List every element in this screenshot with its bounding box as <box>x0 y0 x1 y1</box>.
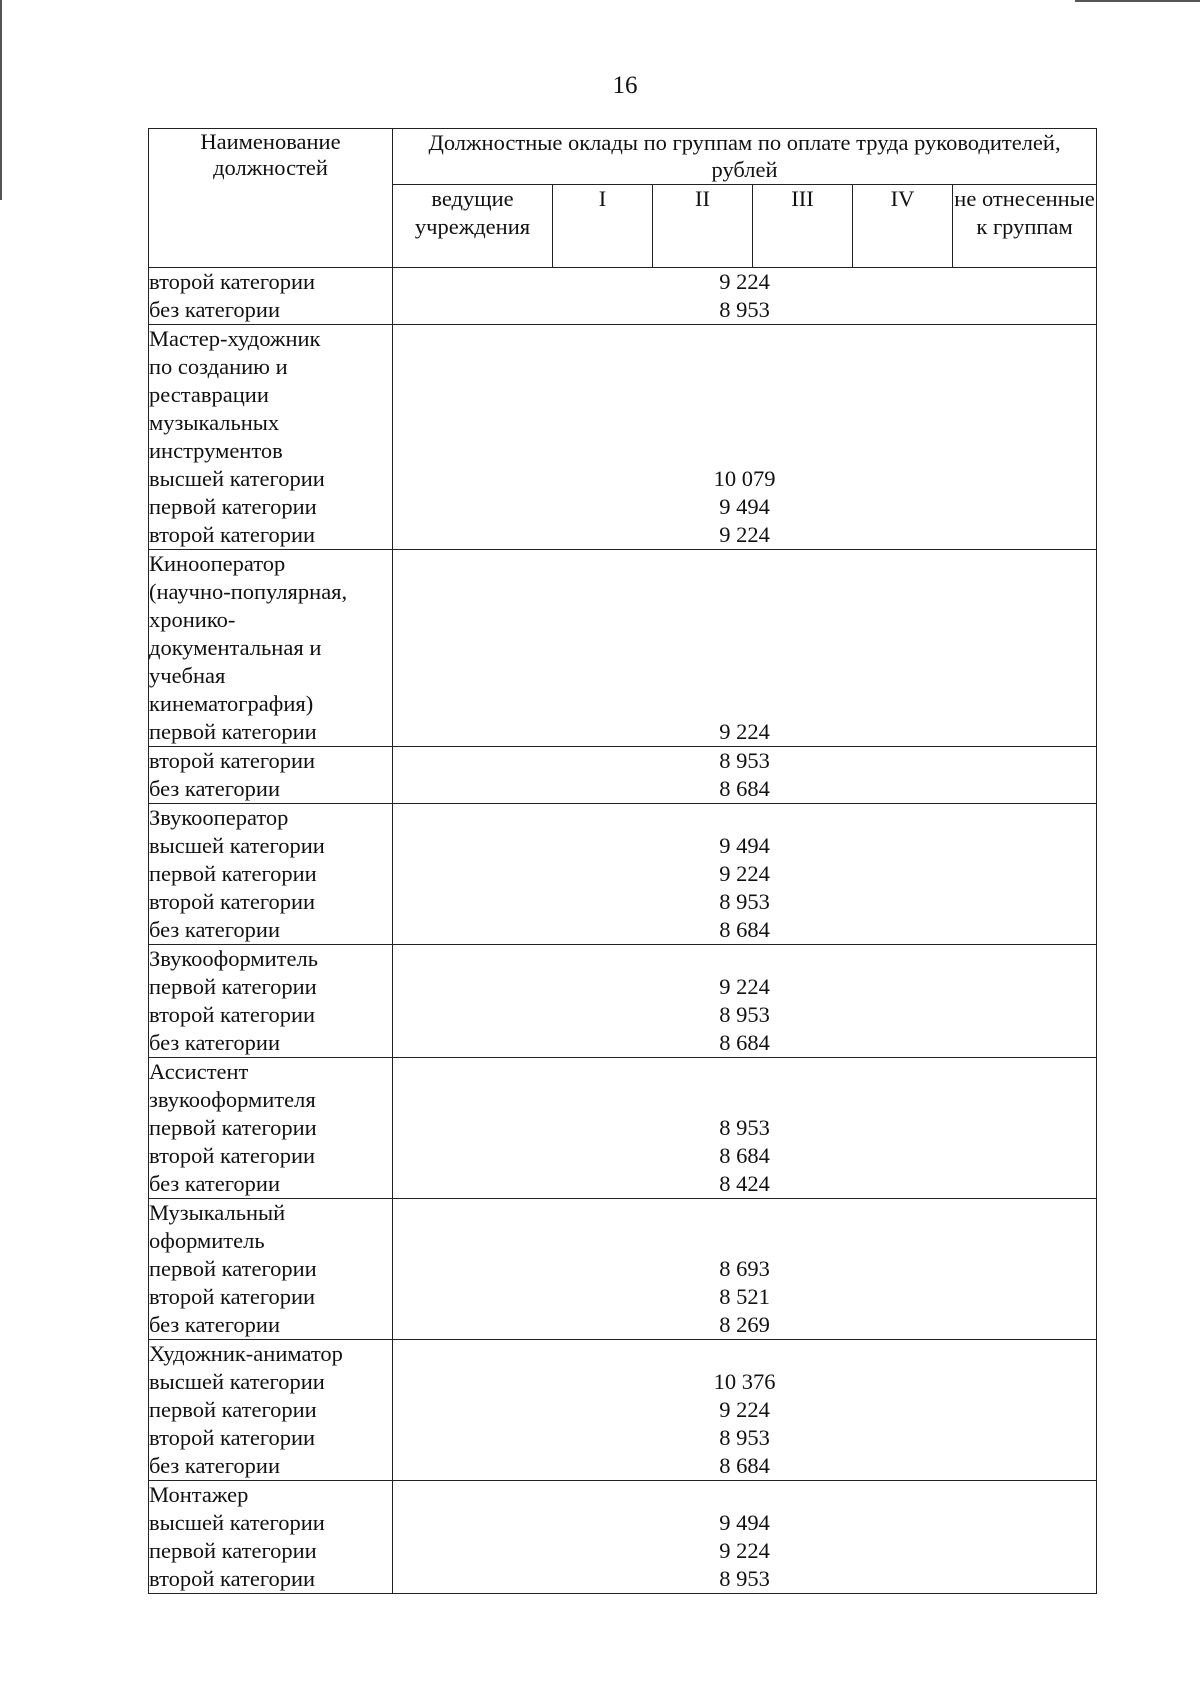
table-row <box>149 1058 1097 1199</box>
salary-value: 8 684 <box>719 917 770 942</box>
table-row <box>149 268 1097 325</box>
position-name-cell <box>149 1199 393 1340</box>
salary-value <box>393 634 1096 662</box>
position-name: первой категории <box>149 719 317 744</box>
position-name: Ассистент <box>149 1059 249 1084</box>
salary-value: 9 494 <box>719 1510 770 1535</box>
position-name: первой категории <box>149 861 317 886</box>
position-name: Звукооформитель <box>149 946 318 971</box>
position-name: первой категории <box>149 974 317 999</box>
salary-value <box>393 690 1096 718</box>
salary-value-cell <box>393 268 1097 325</box>
salary-value <box>393 437 1096 465</box>
position-name: документальная и <box>149 635 322 660</box>
column-header-group-title: Должностные оклады по группам по оплате труда руководителей, рублей <box>393 129 1097 185</box>
position-name: второй категории <box>149 269 316 294</box>
salary-value <box>393 1340 1096 1368</box>
position-name: инструментов <box>149 438 283 463</box>
salary-value <box>393 804 1096 832</box>
salary-value <box>393 1481 1096 1509</box>
salary-value <box>393 1058 1096 1086</box>
position-name: первой категории <box>149 494 317 519</box>
position-name-cell <box>149 804 393 945</box>
salary-value: 10 376 <box>713 1369 776 1394</box>
salary-value: 8 684 <box>719 776 770 801</box>
position-name: высшей категории <box>149 833 325 858</box>
position-name: первой категории <box>149 1256 317 1281</box>
salary-value: 8 269 <box>719 1312 770 1337</box>
position-name-cell <box>149 1058 393 1199</box>
salary-value: 9 224 <box>719 1397 770 1422</box>
column-header-group-2: II <box>653 185 753 268</box>
position-name: (научно-популярная, <box>149 579 348 604</box>
salary-value: 9 224 <box>719 1538 770 1563</box>
salary-value <box>393 409 1096 437</box>
position-name: Мастер-художник <box>149 326 321 351</box>
position-name: без категории <box>149 776 280 801</box>
table-row <box>149 1340 1097 1481</box>
salary-value: 8 684 <box>719 1453 770 1478</box>
table-row <box>149 747 1097 804</box>
column-header-group-4: IV <box>853 185 953 268</box>
table-header <box>149 129 1097 268</box>
salary-value-cell <box>393 945 1097 1058</box>
column-header-leading: ведущие учреждения <box>393 185 553 268</box>
column-header-group-1: I <box>553 185 653 268</box>
salary-value: 9 224 <box>719 861 770 886</box>
position-name: высшей категории <box>149 466 325 491</box>
table-body <box>149 268 1097 1594</box>
salary-value: 8 953 <box>719 297 770 322</box>
position-name: без категории <box>149 1312 280 1337</box>
salary-value-cell <box>393 1340 1097 1481</box>
table-row <box>149 325 1097 550</box>
salary-value <box>393 1199 1096 1227</box>
position-name: без категории <box>149 1453 280 1478</box>
position-name-cell <box>149 945 393 1058</box>
position-name: кинематография) <box>149 691 314 716</box>
position-name-cell <box>149 1340 393 1481</box>
salary-value <box>393 353 1096 381</box>
position-name-cell <box>149 268 393 325</box>
salary-value: 8 693 <box>719 1256 770 1281</box>
salary-value: 8 424 <box>719 1171 770 1196</box>
position-name: звукооформителя <box>149 1087 316 1112</box>
salary-value-cell <box>393 1058 1097 1199</box>
salary-value: 8 684 <box>719 1030 770 1055</box>
position-name: второй категории <box>149 748 316 773</box>
scan-edge-mark <box>0 0 2 200</box>
position-name: Художник-аниматор <box>149 1341 343 1366</box>
position-name: Монтажер <box>149 1482 249 1507</box>
salary-value: 8 521 <box>719 1284 770 1309</box>
salary-value <box>393 381 1096 409</box>
salary-value-cell <box>393 1481 1097 1594</box>
salary-value: 9 494 <box>719 494 770 519</box>
salary-value-cell <box>393 550 1097 747</box>
position-name: первой категории <box>149 1115 317 1140</box>
position-name: первой категории <box>149 1538 317 1563</box>
salary-value <box>393 1086 1096 1114</box>
position-name: учебная <box>149 663 226 688</box>
position-name: хронико- <box>149 607 236 632</box>
salary-value-cell <box>393 804 1097 945</box>
position-name-cell <box>149 325 393 550</box>
position-name: без категории <box>149 1030 280 1055</box>
salary-value: 9 224 <box>719 269 770 294</box>
salary-value-cell <box>393 747 1097 804</box>
table-row <box>149 1481 1097 1594</box>
scan-edge-mark <box>1075 0 1200 2</box>
position-name: Музыкальный <box>149 1200 286 1225</box>
position-name: без категории <box>149 917 280 942</box>
position-name: музыкальных <box>149 410 280 435</box>
salary-value: 9 224 <box>719 522 770 547</box>
position-name: первой категории <box>149 1397 317 1422</box>
position-name: второй категории <box>149 1284 316 1309</box>
salary-value: 8 953 <box>719 1115 770 1140</box>
position-name: без категории <box>149 297 280 322</box>
column-header-name: Наименование должностей <box>149 129 393 268</box>
position-name: второй категории <box>149 889 316 914</box>
position-name: без категории <box>149 1171 280 1196</box>
position-name-cell <box>149 747 393 804</box>
position-name: второй категории <box>149 1143 316 1168</box>
table-row <box>149 550 1097 747</box>
table-row <box>149 804 1097 945</box>
salary-value <box>393 662 1096 690</box>
position-name: Звукооператор <box>149 805 289 830</box>
position-name: по созданию и <box>149 354 288 379</box>
salary-value <box>393 578 1096 606</box>
salary-value: 8 953 <box>719 748 770 773</box>
column-header-ungrouped: не отнесенные к группам <box>953 185 1097 268</box>
position-name: высшей категории <box>149 1510 325 1535</box>
position-name-cell <box>149 550 393 747</box>
position-name: реставрации <box>149 382 269 407</box>
column-header-group-3: III <box>753 185 853 268</box>
salary-value: 8 684 <box>719 1143 770 1168</box>
position-name: второй категории <box>149 1002 316 1027</box>
salary-value <box>393 325 1096 353</box>
salary-value: 9 494 <box>719 833 770 858</box>
salary-value: 9 224 <box>719 974 770 999</box>
position-name: высшей категории <box>149 1369 325 1394</box>
salary-value <box>393 945 1096 973</box>
salary-value <box>393 606 1096 634</box>
salary-value <box>393 1227 1096 1255</box>
position-name-cell <box>149 1481 393 1594</box>
position-name: второй категории <box>149 1566 316 1591</box>
salary-value: 10 079 <box>713 466 776 491</box>
salary-value <box>393 550 1096 578</box>
salary-value-cell <box>393 1199 1097 1340</box>
salary-value: 8 953 <box>719 889 770 914</box>
position-name: оформитель <box>149 1228 265 1253</box>
position-name: второй категории <box>149 1425 316 1450</box>
salary-value: 8 953 <box>719 1425 770 1450</box>
page-number: 16 <box>612 72 638 99</box>
table-row <box>149 945 1097 1058</box>
position-name: Кинооператор <box>149 551 286 576</box>
position-name: второй категории <box>149 522 316 547</box>
salary-table <box>148 128 1097 1594</box>
salary-value-cell <box>393 325 1097 550</box>
salary-value: 8 953 <box>719 1566 770 1591</box>
table-row <box>149 1199 1097 1340</box>
salary-value: 9 224 <box>719 719 770 744</box>
salary-value: 8 953 <box>719 1002 770 1027</box>
